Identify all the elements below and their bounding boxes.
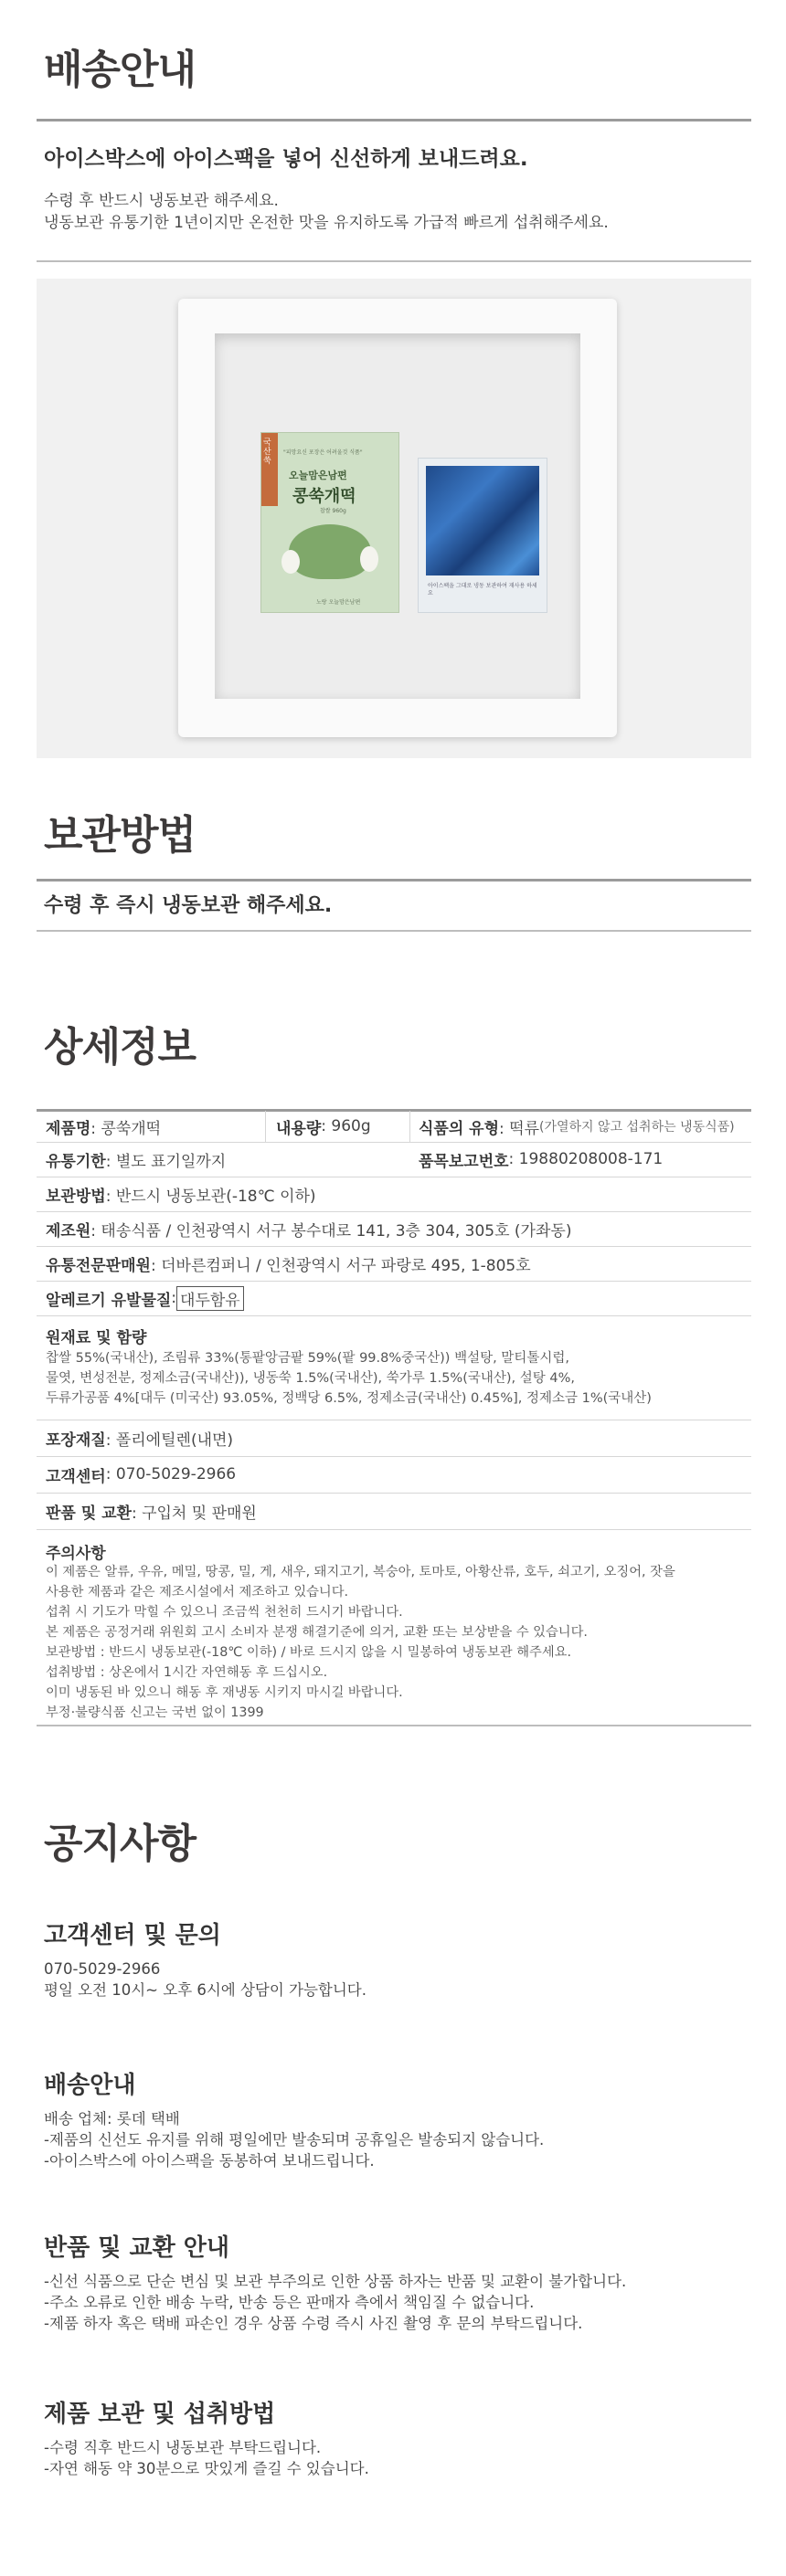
label-ingredients: 원재료 및 함량: [46, 1329, 147, 1347]
shipping-title: 배송안내: [44, 47, 196, 93]
package-product-name: 콩쑥개떡: [292, 487, 356, 506]
label-allergen: 알레르기 유발물질: [46, 1291, 172, 1310]
value-customer-center: : 070-5029-2966: [105, 1465, 237, 1483]
caution-line-2: 사용한 제품과 같은 제조시설에서 제조하고 있습니다.: [46, 1585, 349, 1599]
rice-cake-illustration: [289, 524, 371, 579]
detail-row: [37, 1246, 751, 1282]
storage-lead: 수령 후 즉시 냉동보관 해주세요.: [44, 894, 333, 917]
package-brand: 오늘맘은남편: [289, 470, 347, 481]
value-allergen: 대두함유: [176, 1286, 244, 1311]
value-distributor: : 더바른컴퍼니 / 인천광역시 서구 파랑로 495, 1-805호: [150, 1256, 531, 1275]
notice-customer-line-2: 평일 오전 10시~ 오후 6시에 상담이 가능합니다.: [44, 1981, 366, 1999]
label-packaging: 포장재질: [46, 1431, 106, 1450]
notice-shipping-line-1: 배송 업체: 롯데 택배: [44, 2110, 180, 2127]
detail-row: [37, 1456, 751, 1494]
notice-customer-line-1: 070-5029-2966: [44, 1960, 161, 1978]
label-report-number: 품목보고번호: [419, 1152, 509, 1171]
ice-pack-label: 아이스팩을 그대로 냉동 보관하여 재사용 하세요: [428, 583, 537, 596]
ice-pack-gel: [426, 466, 539, 575]
ingredients-line-1: 찹쌀 55%(국내산), 조림류 33%(통팥앙금팥 59%(팥 99.8%중국산)) 백설탕, 말티톨시럽,: [46, 1351, 569, 1366]
value-report-number: : 19880208008-171: [508, 1150, 664, 1168]
detail-row: [37, 1142, 751, 1177]
detail-row: [37, 1420, 751, 1457]
notice-heading-return: 반품 및 교환 안내: [44, 2234, 229, 2262]
character-right-icon: [360, 546, 378, 572]
value-manufacturer: : 태송식품 / 인천광역시 서구 봉수대로 141, 3층 304, 305호 (가좌동): [90, 1221, 572, 1240]
label-product-name: 제품명: [46, 1119, 91, 1138]
detail-row: [37, 1315, 751, 1420]
notice-shipping-line-3: -아이스박스에 아이스팩을 동봉하여 보내드립니다.: [44, 2152, 375, 2170]
label-return: 판품 및 교환: [46, 1504, 132, 1523]
caution-line-3: 섭취 시 기도가 막힐 수 있으니 조금씩 천천히 드시기 바랍니다.: [46, 1605, 403, 1620]
label-distributor: 유통전문판매원: [46, 1256, 151, 1275]
detail-row: [37, 1281, 751, 1316]
cell-divider: [409, 1111, 410, 1142]
divider: [37, 260, 751, 262]
product-package: [260, 432, 399, 613]
label-expiry: 유통기한: [46, 1152, 106, 1171]
storage-title: 보관방법: [44, 812, 196, 859]
detail-row: [37, 1211, 751, 1247]
package-side-text: 국산쑥: [263, 438, 271, 466]
notice-shipping-line-2: -제품의 신선도 유지를 위해 평일에만 발송되며 공휴일은 발송되지 않습니다.: [44, 2131, 545, 2148]
label-food-type: 식품의 유형: [419, 1119, 500, 1138]
detail-row: [37, 1177, 751, 1212]
value-product-name: : 콩쑥개떡: [90, 1119, 162, 1138]
value-packaging: : 폴리에틸렌(내면): [105, 1431, 234, 1450]
notice-return-line-3: -제품 하자 혹은 택배 파손인 경우 상품 수령 즉시 사진 촬영 후 문의 부탁드립니다.: [44, 2315, 583, 2332]
detail-row: [37, 1111, 751, 1143]
shipping-line-2: 냉동보관 유통기한 1년이지만 온전한 맛을 유지하도록 가급적 빠르게 섭취해주세요.: [44, 214, 609, 232]
notice-heading-storage: 제품 보관 및 섭취방법: [44, 2401, 276, 2428]
detail-row: [37, 1493, 751, 1530]
package-footer: 노랑 오늘맘은남편: [316, 599, 361, 606]
food-type-note: (가열하지 않고 섭취하는 냉동식품): [539, 1120, 735, 1135]
value-storage: : 반드시 냉동보관(-18℃ 이하): [105, 1187, 316, 1206]
caution-line-7: 이미 냉동된 바 있으니 해동 후 재냉동 시키지 마시길 바랍니다.: [46, 1685, 403, 1700]
divider: [37, 879, 751, 882]
divider: [37, 930, 751, 932]
label-customer-center: 고객센터: [46, 1467, 106, 1486]
cell-divider: [265, 1111, 266, 1142]
value-net-weight: : 960g: [321, 1117, 371, 1135]
ingredients-line-3: 두류가공품 4%[대두 (미국산) 93.05%, 정백당 6.5%, 정제소금(국내산) 0.45%], 정제소금 1%(국내산): [46, 1391, 652, 1406]
allergen-separator: :: [171, 1289, 177, 1307]
notice-title: 공지사항: [44, 1821, 196, 1867]
notice-return-line-1: -신선 식품으로 단순 변심 및 보관 부주의로 인한 상품 하자는 반품 및 교환이 불가합니다.: [44, 2273, 627, 2290]
character-left-icon: [281, 550, 300, 574]
icebox-photo: [37, 279, 751, 758]
shipping-line-1: 수령 후 반드시 냉동보관 해주세요.: [44, 192, 279, 210]
ice-pack: [418, 458, 547, 613]
notice-storage-line-2: -자연 해동 약 30분으로 맛있게 즐길 수 있습니다.: [44, 2460, 369, 2477]
caution-line-8: 부정·불량식품 신고는 국번 없이 1399: [46, 1705, 264, 1720]
caution-line-1: 이 제품은 알류, 우유, 메밀, 땅콩, 밀, 게, 새우, 돼지고기, 복숭아, 토마토, 아황산류, 호두, 쇠고기, 오징어, 잣을: [46, 1565, 675, 1579]
caution-line-5: 보관방법 : 반드시 냉동보관(-18℃ 이하) / 바로 드시지 않을 시 밀봉하여 냉동보관 해주세요.: [46, 1645, 572, 1660]
label-storage: 보관방법: [46, 1187, 106, 1206]
value-food-type: : 떡류: [499, 1119, 540, 1138]
shipping-lead: 아이스박스에 아이스팩을 넣어 신선하게 보내드려요.: [44, 147, 528, 171]
label-net-weight: 내용량: [276, 1119, 322, 1138]
notice-storage-line-1: -수령 직후 반드시 냉동보관 부탁드립니다.: [44, 2439, 322, 2456]
notice-heading-customer: 고객센터 및 문의: [44, 1922, 221, 1949]
package-weight: 찹쌀 960g: [320, 508, 346, 514]
value-return: : 구입처 및 판매원: [131, 1504, 257, 1523]
package-tagline: "피망요신 포장은 어려울것 식품": [283, 449, 363, 456]
ingredients-line-2: 물엿, 변성전분, 정제소금(국내산)), 냉동쑥 1.5%(국내산), 쑥가루 1.5%(국내산), 설탕 4%,: [46, 1371, 575, 1386]
detail-title: 상세정보: [44, 1024, 196, 1071]
caution-line-6: 섭취방법 : 상온에서 1시간 자연해동 후 드십시오.: [46, 1665, 328, 1680]
notice-heading-shipping: 배송안내: [44, 2072, 136, 2099]
caution-line-4: 본 제품은 공정거래 위원회 고시 소비자 분쟁 해결기준에 의거, 교환 또는 보상받을 수 있습니다.: [46, 1625, 588, 1640]
label-manufacturer: 제조원: [46, 1221, 91, 1240]
notice-return-line-2: -주소 오류로 인한 배송 누락, 반송 등은 판매자 측에서 책임질 수 없습니다.: [44, 2294, 535, 2311]
divider: [37, 119, 751, 121]
value-expiry: : 별도 표기일까지: [105, 1152, 227, 1171]
label-cautions: 주의사항: [46, 1545, 106, 1563]
detail-row: [37, 1529, 751, 1726]
